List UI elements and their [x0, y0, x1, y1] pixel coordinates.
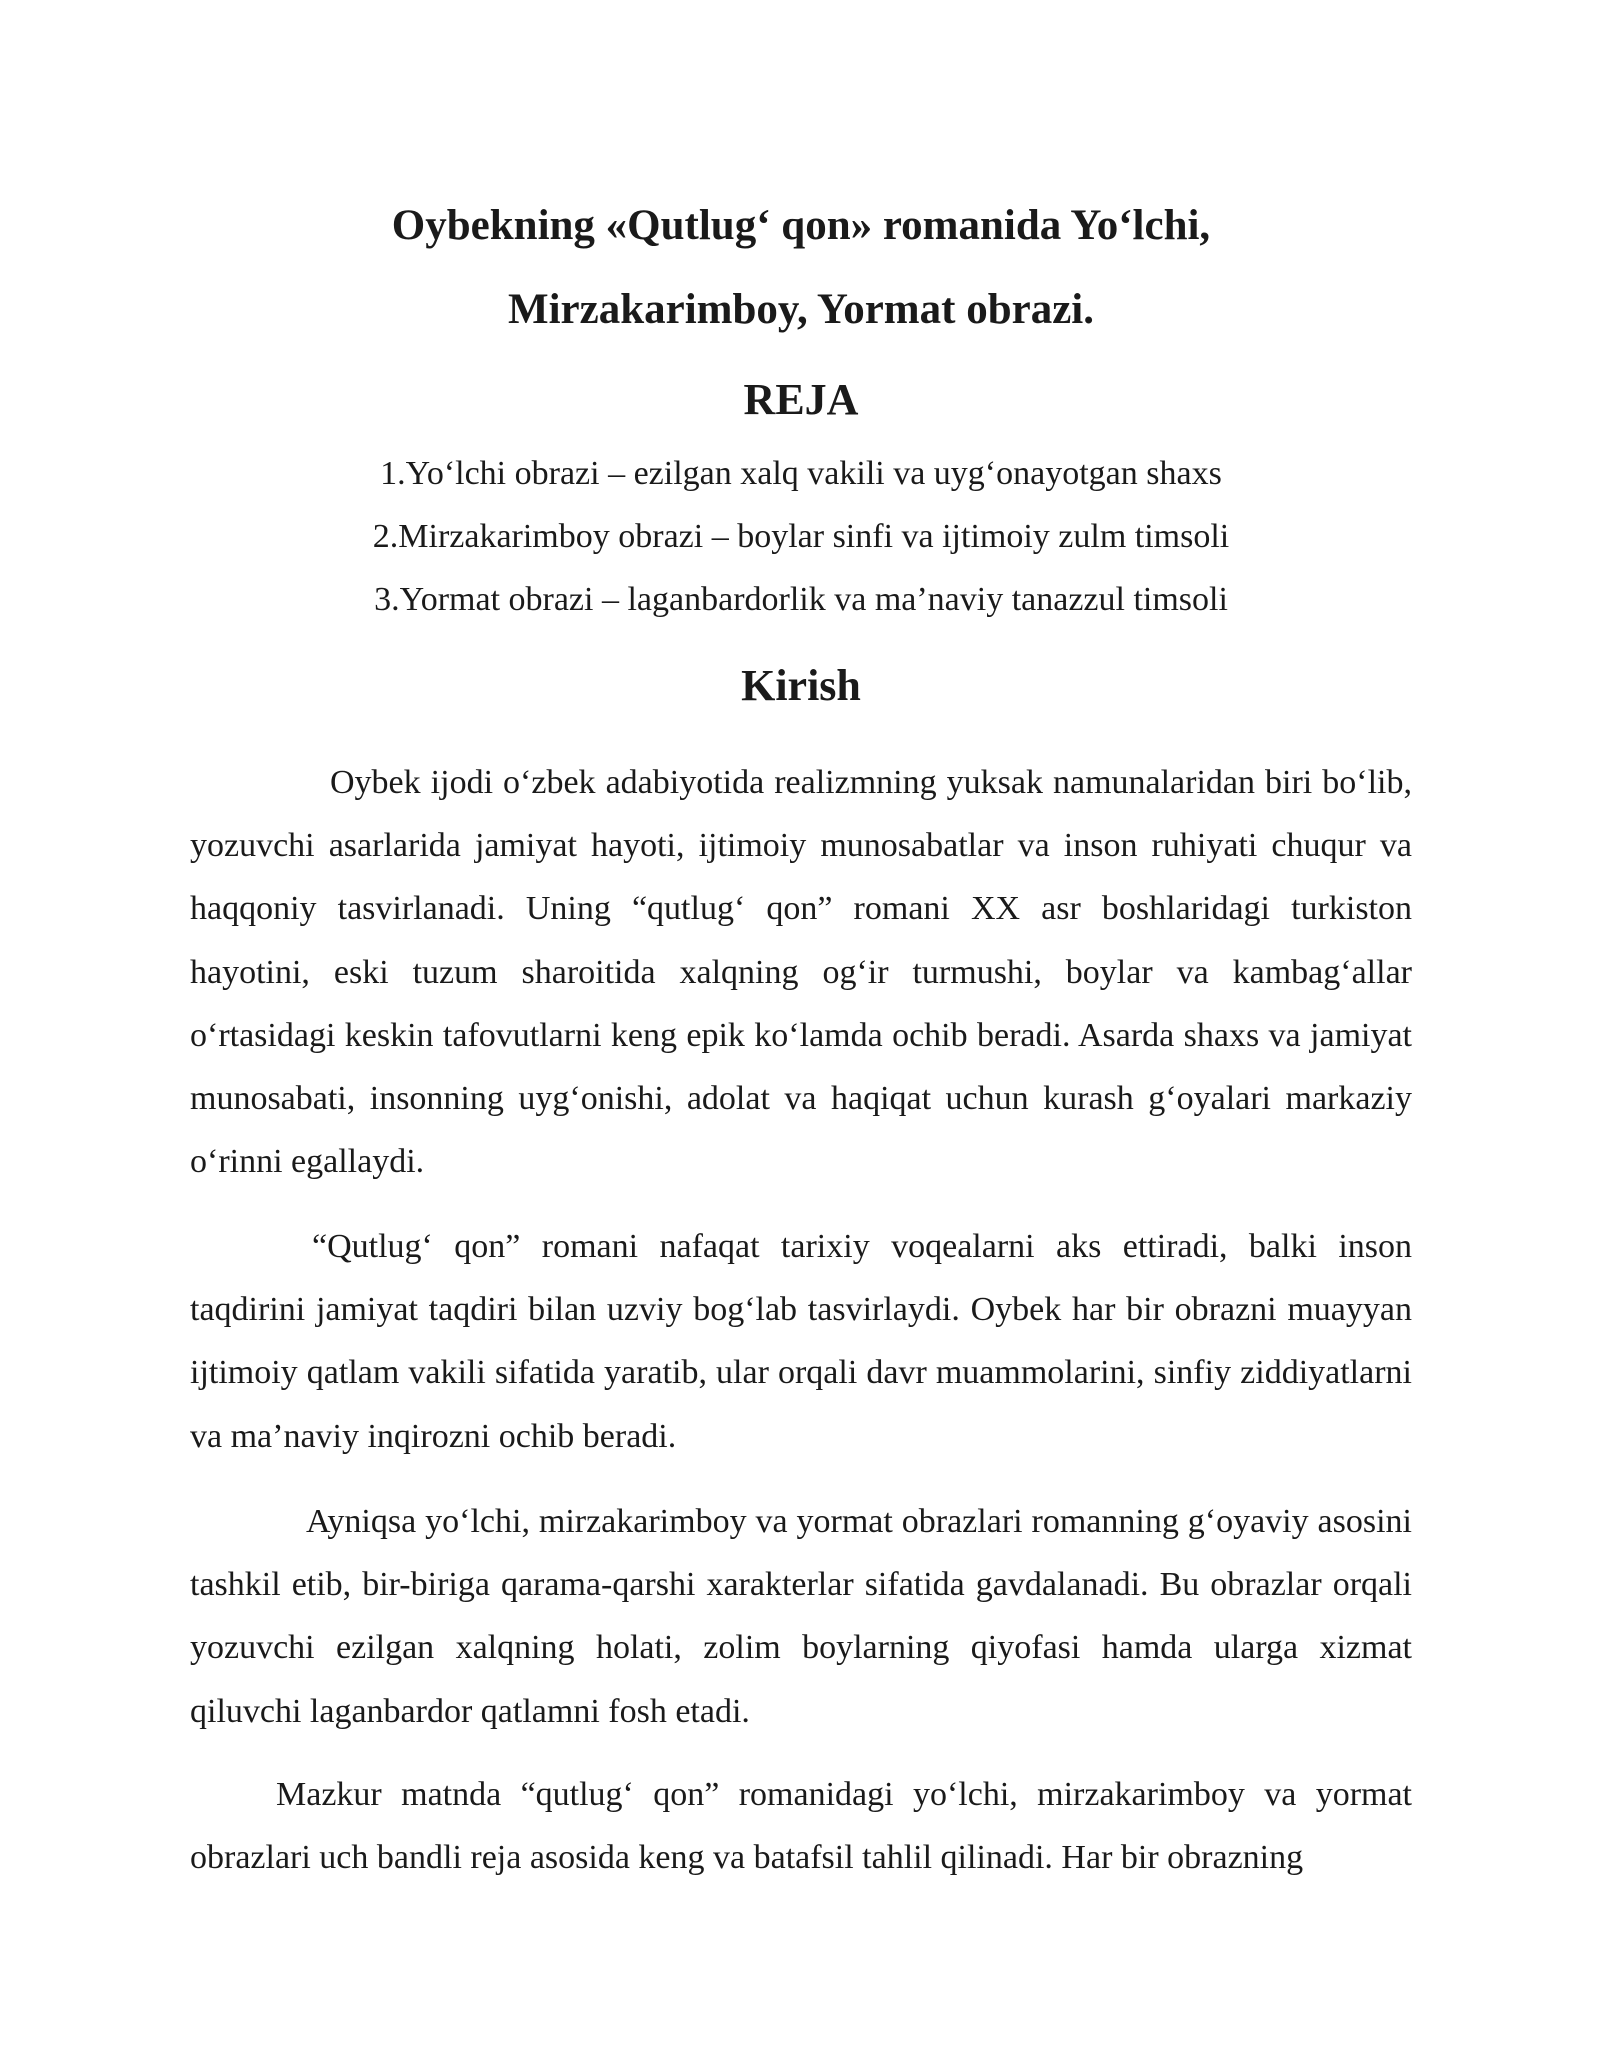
- intro-paragraph-4: Mazkur matnda “qutlug‘ qon” romanidagi yo‘lchi, mirzakarimboy va yormat obrazlari uch bandli reja asosida keng va batafsil tahlil qilinadi. Har bir obrazning: [190, 1776, 1412, 1877]
- plan-item-2: 2.Mirzakarimboy obrazi – boylar sinfi va ijtimoiy zulm timsoli: [372, 518, 1230, 555]
- intro-paragraph-1: Oybek ijodi o‘zbek adabiyotida realizmning yuksak namunalaridan biri bo‘lib, yozuvchi asarlarida jamiyat hayoti, ijtimoiy munosabatlar va inson ruhiyati chuqur va haqqoniy tasvirlanadi. Uning “qutlug‘ qon” romani XX asr boshlaridagi turkiston hayotini, eski tuzum sharoitida xalqning og‘ir turmushi, boylar va kambag‘allar o‘rtasidagi keskin tafovutlarni keng epik ko‘lamda ochib beradi. Asarda shaxs va jamiyat munosabati, insonning uyg‘onishi, adolat va haqiqat uchun kurash g‘oyalari markaziy o‘rinni egallaydi.: [190, 764, 1412, 1181]
- intro-paragraph-3: Ayniqsa yo‘lchi, mirzakarimboy va yormat obrazlari romanning g‘oyaviy asosini tashkil etib, bir-biriga qarama-qarshi xarakterlar sifatida gavdalanadi. Bu obrazlar orqali yozuvchi ezilgan xalqning holati, zolim boylarning qiyofasi hamda ularga xizmat qiluvchi laganbardor qatlamni fosh etadi.: [190, 1503, 1412, 1730]
- plan-heading: REJA: [743, 375, 859, 424]
- document-title: [190, 184, 1412, 352]
- intro-paragraph-2: “Qutlug‘ qon” romani nafaqat tarixiy voqealarni aks ettiradi, balki inson taqdirini jamiyat taqdiri bilan uzviy bog‘lab tasvirlaydi. Oybek har bir obrazni muayyan ijtimoiy qatlam vakili sifatida yaratib, ular orqali davr muammolarini, sinfiy ziddiyatlarni va ma’naviy inqirozni ochib beradi.: [190, 1228, 1412, 1455]
- intro-heading: Kirish: [741, 661, 861, 710]
- plan-list: [190, 442, 1412, 631]
- plan-item-1: 1.Yo‘lchi obrazi – ezilgan xalq vakili va uyg‘onayotgan shaxs: [380, 455, 1222, 492]
- plan-item-3: 3.Yormat obrazi – laganbardorlik va ma’naviy tanazzul timsoli: [374, 581, 1228, 618]
- title-line-2: Mirzakarimboy, Yormat obrazi.: [508, 286, 1094, 333]
- title-line-1: Oybekning «Qutlug‘ qon» romanida Yo‘lchi,: [391, 202, 1211, 249]
